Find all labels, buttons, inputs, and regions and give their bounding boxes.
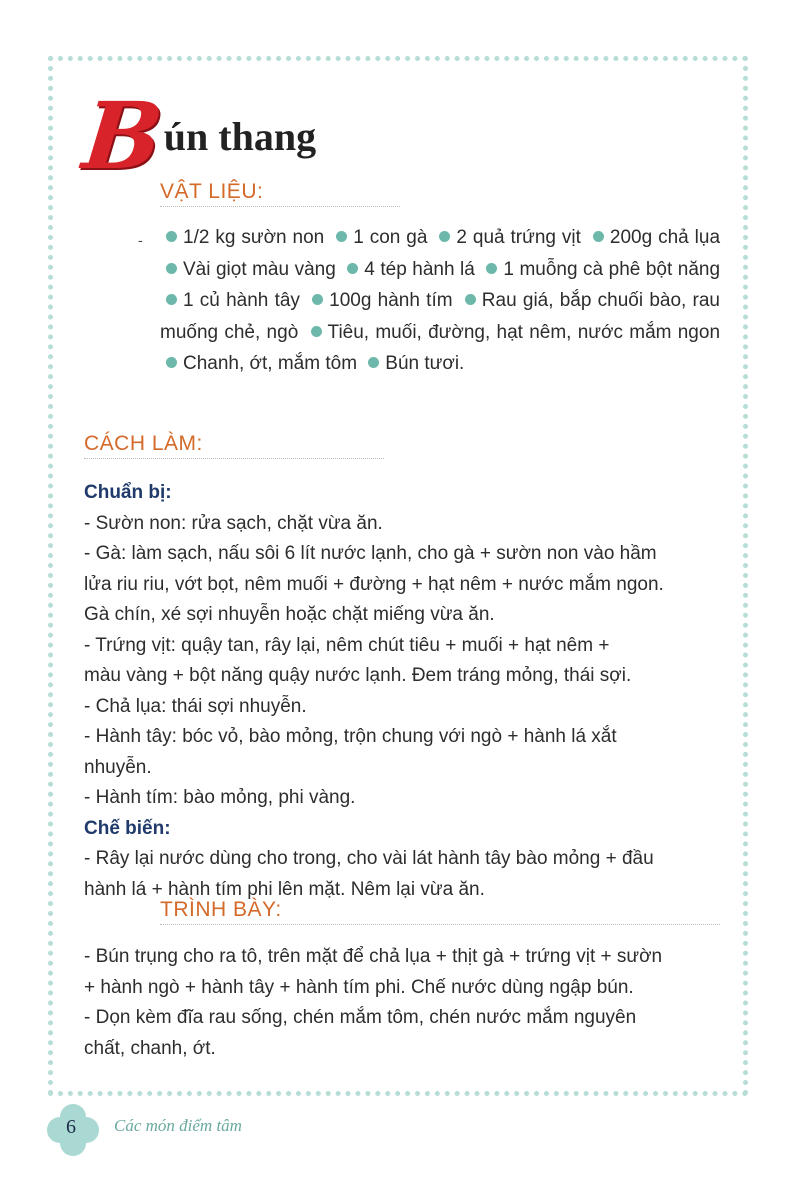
bullet-icon bbox=[593, 231, 604, 242]
ingredient-item: 1 con gà bbox=[353, 227, 428, 248]
cook-steps bbox=[84, 844, 724, 905]
ingredient-item: Vài giọt màu vàng bbox=[183, 258, 336, 280]
serving-heading: TRÌNH BÀY: bbox=[160, 898, 282, 921]
method-divider bbox=[84, 458, 384, 459]
cook-line: - Rây lại nước dùng cho trong, cho vài lát hành tây bào mỏng + đầu bbox=[84, 848, 654, 869]
stray-mark: - bbox=[138, 232, 143, 248]
recipe-title bbox=[78, 82, 317, 190]
bullet-icon bbox=[312, 294, 323, 305]
ingredient-item: Bún tươi. bbox=[385, 353, 465, 374]
title-initial: B bbox=[78, 82, 168, 190]
prep-line: - Hành tây: bóc vỏ, bào mỏng, trộn chung với ngò + hành lá xắt bbox=[84, 726, 617, 747]
ingredient-item: 4 tép hành lá bbox=[364, 258, 475, 280]
serving-line: - Bún trụng cho ra tô, trên mặt để chả lụa + thịt gà + trứng vịt + sườn bbox=[84, 946, 663, 967]
prep-line: - Hành tím: bào mỏng, phi vàng. bbox=[84, 787, 356, 808]
ingredient-item: 200g chả lụa bbox=[609, 227, 721, 248]
bullet-icon bbox=[166, 294, 177, 305]
ingredient-item: Tiêu, muối, đường, hạt nêm, nước mắm ngon bbox=[327, 321, 721, 343]
prep-line: lửa riu riu, vớt bọt, nêm muối + đường + hạt nêm + nước mắm ngon. bbox=[84, 573, 664, 595]
serving-divider bbox=[160, 924, 720, 925]
book-title: Các món điểm tâm bbox=[114, 1116, 242, 1135]
materials-divider bbox=[160, 206, 400, 207]
bullet-icon bbox=[465, 294, 476, 305]
bullet-icon bbox=[311, 326, 322, 337]
ingredient-item: 100g hành tím bbox=[329, 290, 453, 311]
ingredient-item: 1/2 kg sườn non bbox=[183, 227, 325, 248]
serving-line: chất, chanh, ớt. bbox=[84, 1037, 216, 1059]
ingredient-item: 1 muỗng cà phê bột năng bbox=[503, 258, 721, 280]
ingredient-item: 1 củ hành tây bbox=[183, 290, 300, 311]
serving-line: + hành ngò + hành tây + hành tím phi. Chế nước dùng ngập bún. bbox=[84, 976, 634, 998]
prep-line: - Trứng vịt: quậy tan, rây lại, nêm chút tiêu + muối + hạt nêm + bbox=[84, 634, 610, 656]
ingredient-item: Chanh, ớt, mắm tôm bbox=[183, 353, 358, 374]
bullet-icon bbox=[336, 231, 347, 242]
bullet-icon bbox=[166, 263, 177, 274]
cook-line: hành lá + hành tím phi lên mặt. Nêm lại vừa ăn. bbox=[84, 878, 485, 900]
cook-heading: Chế biến: bbox=[84, 817, 171, 839]
bullet-icon bbox=[439, 231, 450, 242]
bullet-icon bbox=[368, 357, 379, 368]
serving-line: - Dọn kèm đĩa rau sống, chén mắm tôm, chén nước mắm nguyên bbox=[84, 1007, 637, 1028]
prep-line: Gà chín, xé sợi nhuyễn hoặc chặt miếng vừa ăn. bbox=[84, 604, 495, 625]
prep-heading: Chuẩn bị: bbox=[84, 482, 172, 503]
prep-line: - Gà: làm sạch, nấu sôi 6 lít nước lạnh, cho gà + sườn non vào hầm bbox=[84, 543, 657, 564]
bullet-icon bbox=[486, 263, 497, 274]
bullet-icon bbox=[166, 231, 177, 242]
prep-line: - Sườn non: rửa sạch, chặt vừa ăn. bbox=[84, 512, 383, 534]
prep-line: - Chả lụa: thái sợi nhuyễn. bbox=[84, 695, 307, 717]
prep-line: nhuyễn. bbox=[84, 756, 152, 778]
method-body bbox=[84, 478, 724, 905]
serving-steps bbox=[84, 942, 724, 1064]
ingredient-list bbox=[160, 222, 720, 380]
bullet-icon bbox=[347, 263, 358, 274]
prep-line: màu vàng + bột năng quậy nước lạnh. Đem tráng mỏng, thái sợi. bbox=[84, 665, 632, 686]
prep-steps bbox=[84, 509, 724, 814]
ingredient-item: 2 quả trứng vịt bbox=[456, 227, 581, 248]
bullet-icon bbox=[166, 357, 177, 368]
materials-heading: VẬT LIỆU: bbox=[160, 180, 264, 203]
title-text: ún thang bbox=[163, 114, 317, 159]
method-heading: CÁCH LÀM: bbox=[84, 432, 203, 455]
ingredient-item: Rau giá, bắp chuối bào, rau muống chẻ, ngò bbox=[160, 290, 720, 343]
page-number: 6 bbox=[66, 1116, 76, 1138]
